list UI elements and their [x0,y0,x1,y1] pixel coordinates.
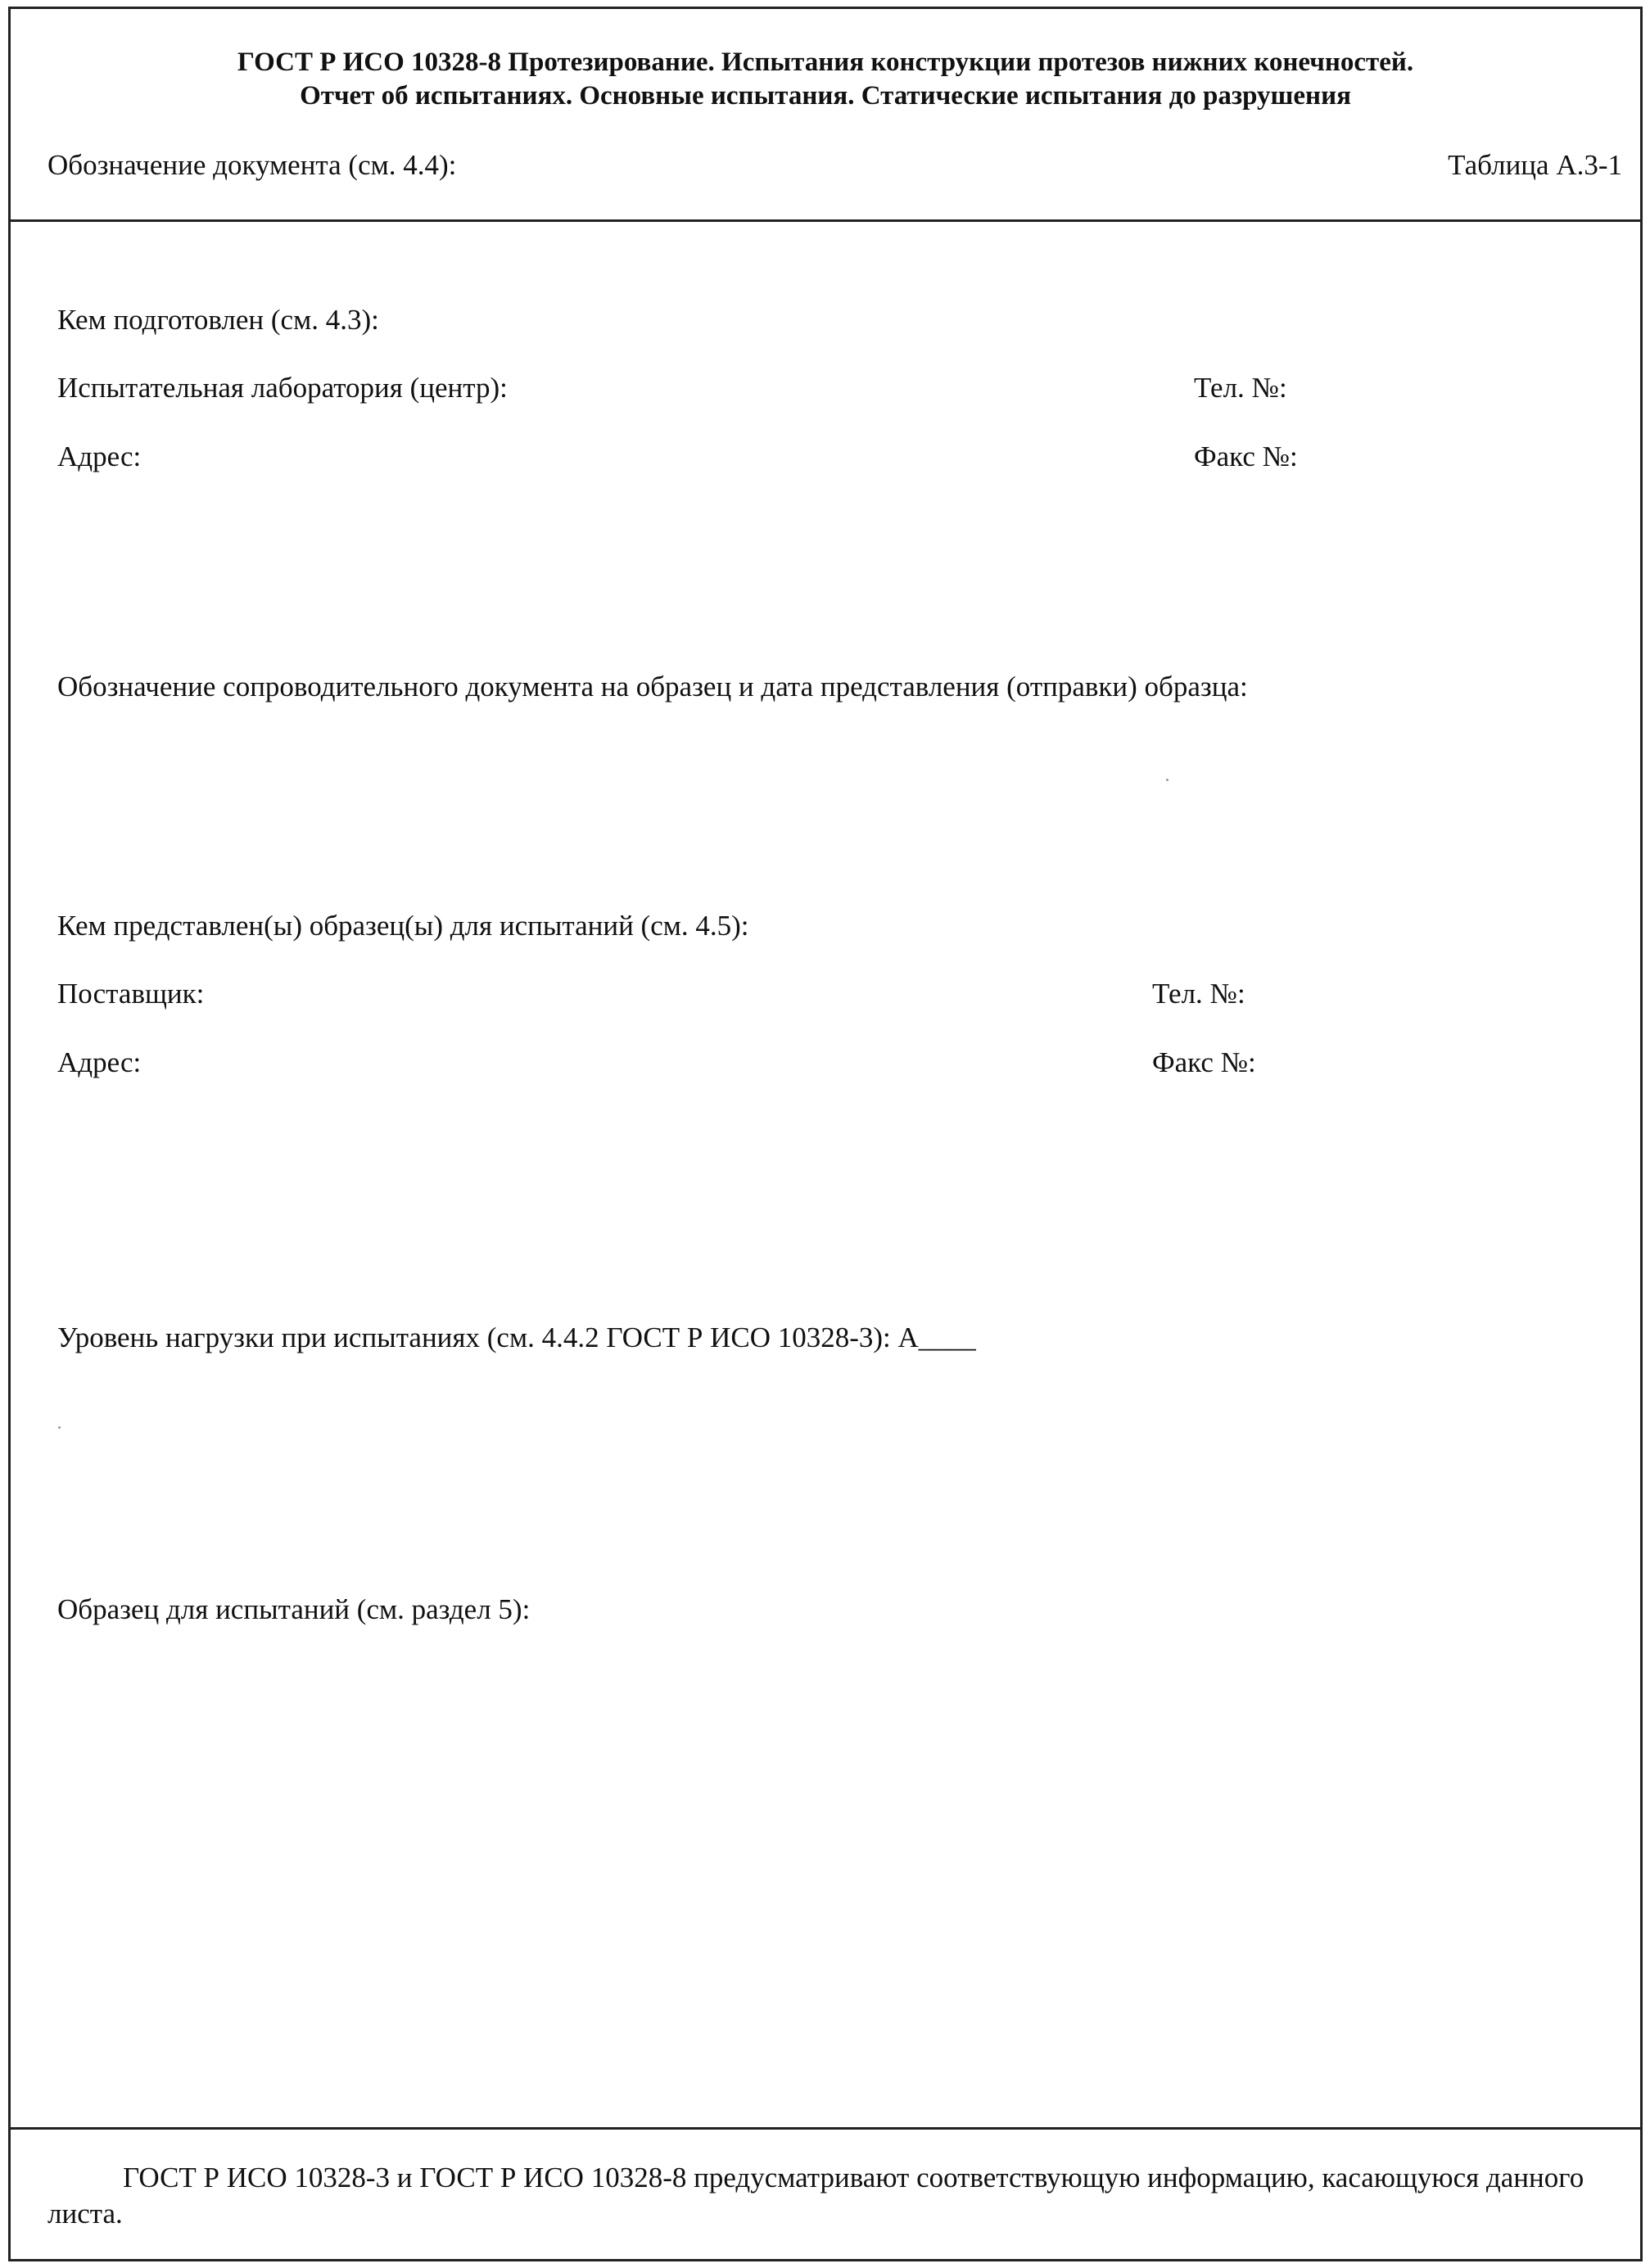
load-level-label: Уровень нагрузки при испытаниях (см. 4.4.2 ГОСТ Р ИСО 10328-3): А____ [57,1321,976,1353]
supplier-phone-label: Тел. №: [1152,978,1245,1010]
footer-note: ГОСТ Р ИСО 10328-3 и ГОСТ Р ИСО 10328-8 предусматривают соответствующую информацию, касающуюся данного листа. [47,2162,1584,2230]
supplier-label: Поставщик: [57,978,205,1010]
table-reference: Таблица А.3-1 [1448,149,1622,181]
form-frame [8,7,1643,2261]
scan-speck [1166,779,1169,781]
accompanying-doc-label: Обозначение сопроводительного документа на образец и дата представления (отправки) образца: [57,671,1248,703]
doc-designation-label: Обозначение документа (см. 4.4): [47,149,457,181]
footer-divider [8,2127,1643,2130]
prepared-by-label: Кем подготовлен (см. 4.3): [57,304,379,336]
form-title-line-1: ГОСТ Р ИСО 10328-8 Протезирование. Испытания конструкции протезов нижних конечностей. [237,47,1414,77]
submitted-by-label: Кем представлен(ы) образец(ы) для испытаний (см. 4.5): [57,910,749,942]
scan-speck [58,1426,61,1429]
form-title-line-2: Отчет об испытаниях. Основные испытания. Статические испытания до разрушения [300,81,1351,111]
lab-phone-label: Тел. №: [1194,372,1287,404]
lab-label: Испытательная лаборатория (центр): [57,372,508,404]
header-divider [8,219,1643,222]
lab-address-label: Адрес: [57,440,142,472]
supplier-fax-label: Факс №: [1152,1046,1256,1078]
supplier-address-label: Адрес: [57,1046,142,1078]
specimen-label: Образец для испытаний (см. раздел 5): [57,1593,531,1625]
lab-fax-label: Факс №: [1194,440,1298,472]
